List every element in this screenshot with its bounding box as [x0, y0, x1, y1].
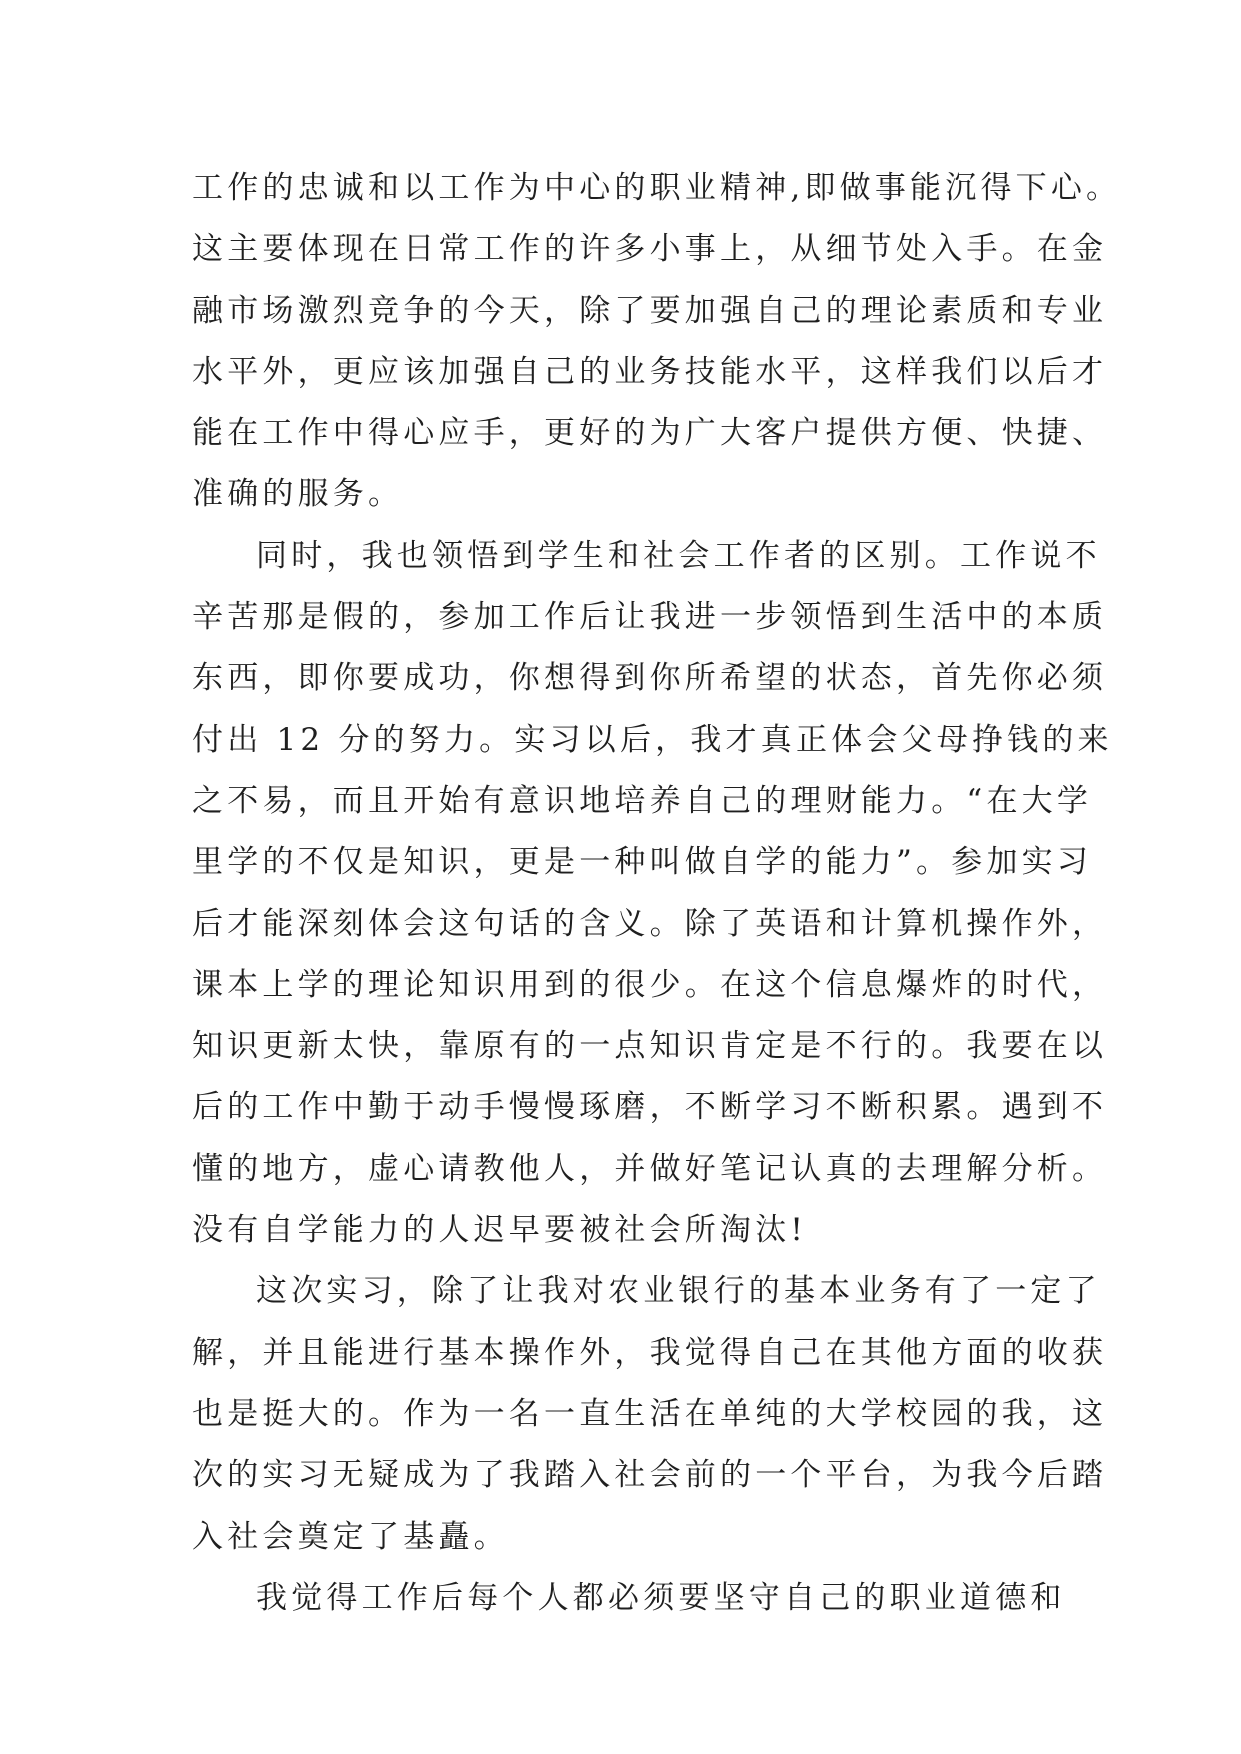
paragraph-first-line: 同时，我也领悟到学生和社会工作者的区别。工作说不	[256, 537, 1101, 574]
text-line: 懂的地方，虚心请教他人，并做好笔记认真的去理解分析。	[192, 1150, 1108, 1187]
body-text	[192, 158, 1122, 1629]
paragraph-first-line: 这次实习，除了让我对农业银行的基本业务有了一定了	[256, 1273, 1101, 1310]
text-line: 课本上学的理论知识用到的很少。在这个信息爆炸的时代，	[192, 966, 1108, 1003]
text-line: 水平外，更应该加强自己的业务技能水平，这样我们以后才	[192, 353, 1108, 390]
text-line: 工作的忠诚和以工作为中心的职业精神,即做事能沉得下心。	[192, 170, 1122, 206]
text-line: 也是挺大的。作为一名一直生活在单纯的大学校园的我，这	[192, 1395, 1108, 1432]
text-line: 融市场激烈竞争的今天，除了要加强自己的理论素质和专业	[192, 292, 1108, 329]
text-line: 后才能深刻体会这句话的含义。除了英语和计算机操作外，	[192, 905, 1108, 942]
text-line: 解，并且能进行基本操作外，我觉得自己在其他方面的收获	[192, 1334, 1108, 1371]
text-line: 没有自学能力的人迟早要被社会所淘汰!	[192, 1212, 808, 1249]
text-line: 次的实习无疑成为了我踏入社会前的一个平台，为我今后踏	[192, 1457, 1108, 1494]
text-line: 准确的服务。	[192, 476, 404, 513]
text-line: 后的工作中勤于动手慢慢琢磨，不断学习不断积累。遇到不	[192, 1089, 1108, 1126]
text-line: 知识更新太快，靠原有的一点知识肯定是不行的。我要在以	[192, 1028, 1108, 1065]
text-line: 付出 12 分的努力。实习以后，我才真正体会父母挣钱的来	[192, 721, 1113, 758]
text-line: 之不易，而且开始有意识地培养自己的理财能力。“在大学	[192, 782, 1093, 819]
text-line: 入社会奠定了基矗。	[192, 1518, 509, 1555]
paragraph-first-line: 我觉得工作后每个人都必须要坚守自己的职业道德和	[256, 1579, 1066, 1616]
text-line: 辛苦那是假的，参加工作后让我进一步领悟到生活中的本质	[192, 599, 1108, 636]
text-line: 东西，即你要成功，你想得到你所希望的状态，首先你必须	[192, 660, 1108, 697]
text-line: 里学的不仅是知识，更是一种叫做自学的能力”。参加实习	[192, 844, 1093, 881]
text-line: 能在工作中得心应手，更好的为广大客户提供方便、快捷、	[192, 415, 1108, 452]
text-line: 这主要体现在日常工作的许多小事上，从细节处入手。在金	[192, 231, 1108, 268]
